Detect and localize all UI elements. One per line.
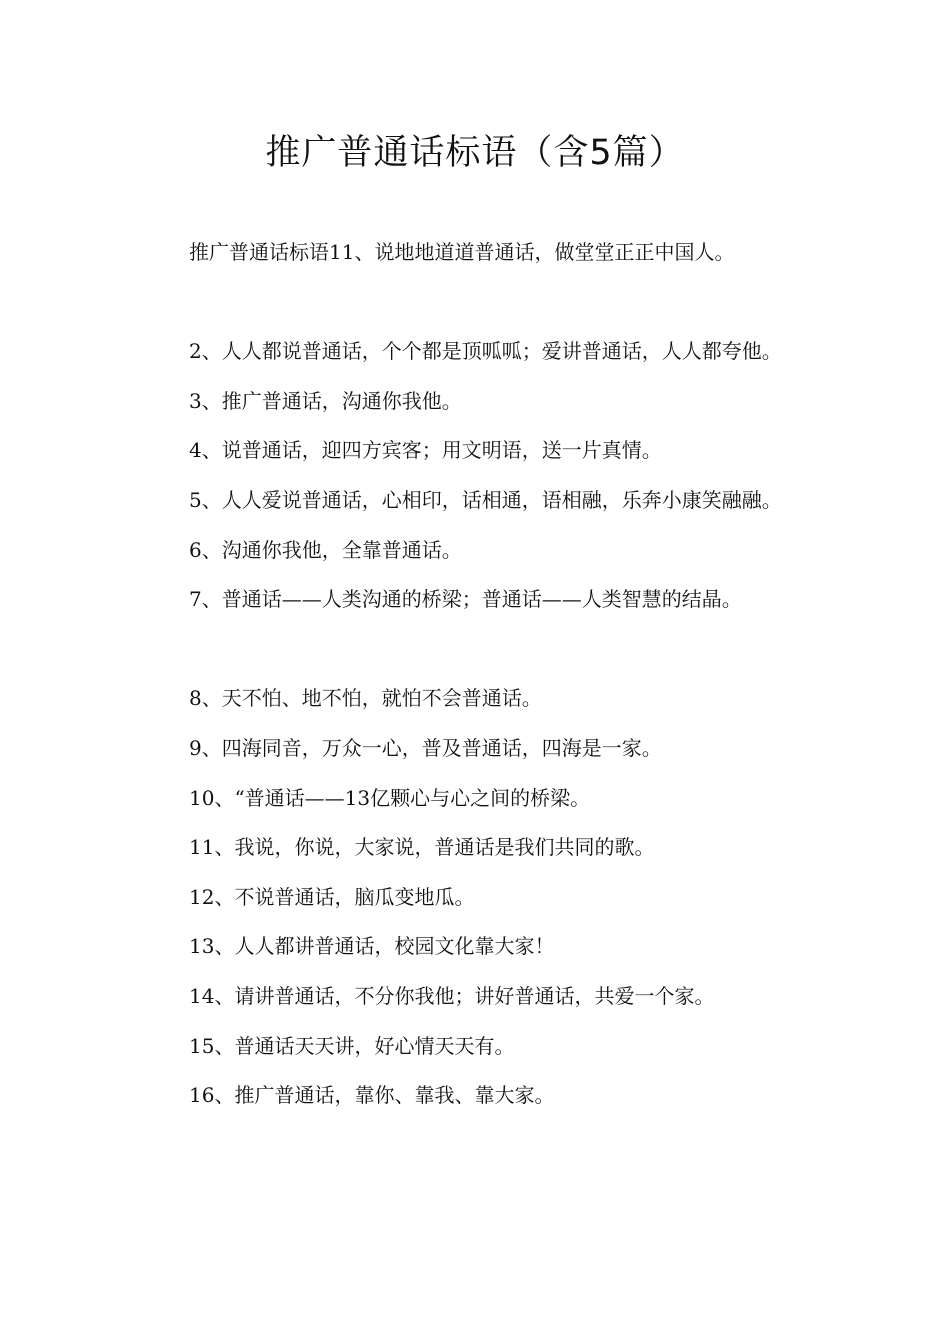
paragraph-gap [145,278,810,328]
slogan-paragraph: 7、普通话——人类沟通的桥梁；普通话——人类智慧的结晶。 [189,587,742,612]
slogan-paragraph: 10、“普通话——13亿颗心与心之间的桥梁。 [189,785,591,810]
slogan-paragraph: 16、推广普通话，靠你、靠我、靠大家。 [189,1083,555,1108]
document-body [145,228,810,1121]
slogan-paragraph: 3、推广普通话，沟通你我他。 [189,388,462,413]
paragraph-gap [145,625,810,675]
slogan-paragraph: 11、我说，你说，大家说，普通话是我们共同的歌。 [189,835,655,860]
slogan-paragraph: 6、沟通你我他，全靠普通话。 [189,537,462,562]
slogan-paragraph: 13、人人都讲普通话，校园文化靠大家！ [189,934,555,959]
slogan-paragraph: 14、请讲普通话，不分你我他；讲好普通话，共爱一个家。 [189,983,715,1008]
slogan-paragraph: 12、不说普通话，脑瓜变地瓜。 [189,884,475,909]
slogan-paragraph: 8、天不怕、地不怕，就怕不会普通话。 [189,686,542,711]
slogan-paragraph: 5、人人爱说普通话，心相印，话相通，语相融，乐奔小康笑融融。 [189,487,782,512]
slogan-paragraph: 推广普通话标语11、说地地道道普通话，做堂堂正正中国人。 [189,240,735,264]
slogan-paragraph: 9、四海同音，万众一心，普及普通话，四海是一家。 [189,735,662,760]
slogan-paragraph: 15、普通话天天讲，好心情天天有。 [189,1033,515,1058]
document-title: 推广普通话标语（含5篇） [265,133,685,173]
slogan-paragraph: 2、人人都说普通话，个个都是顶呱呱；爱讲普通话，人人都夸他。 [189,339,782,364]
slogan-paragraph: 4、说普通话，迎四方宾客；用文明语，送一片真情。 [189,438,662,463]
